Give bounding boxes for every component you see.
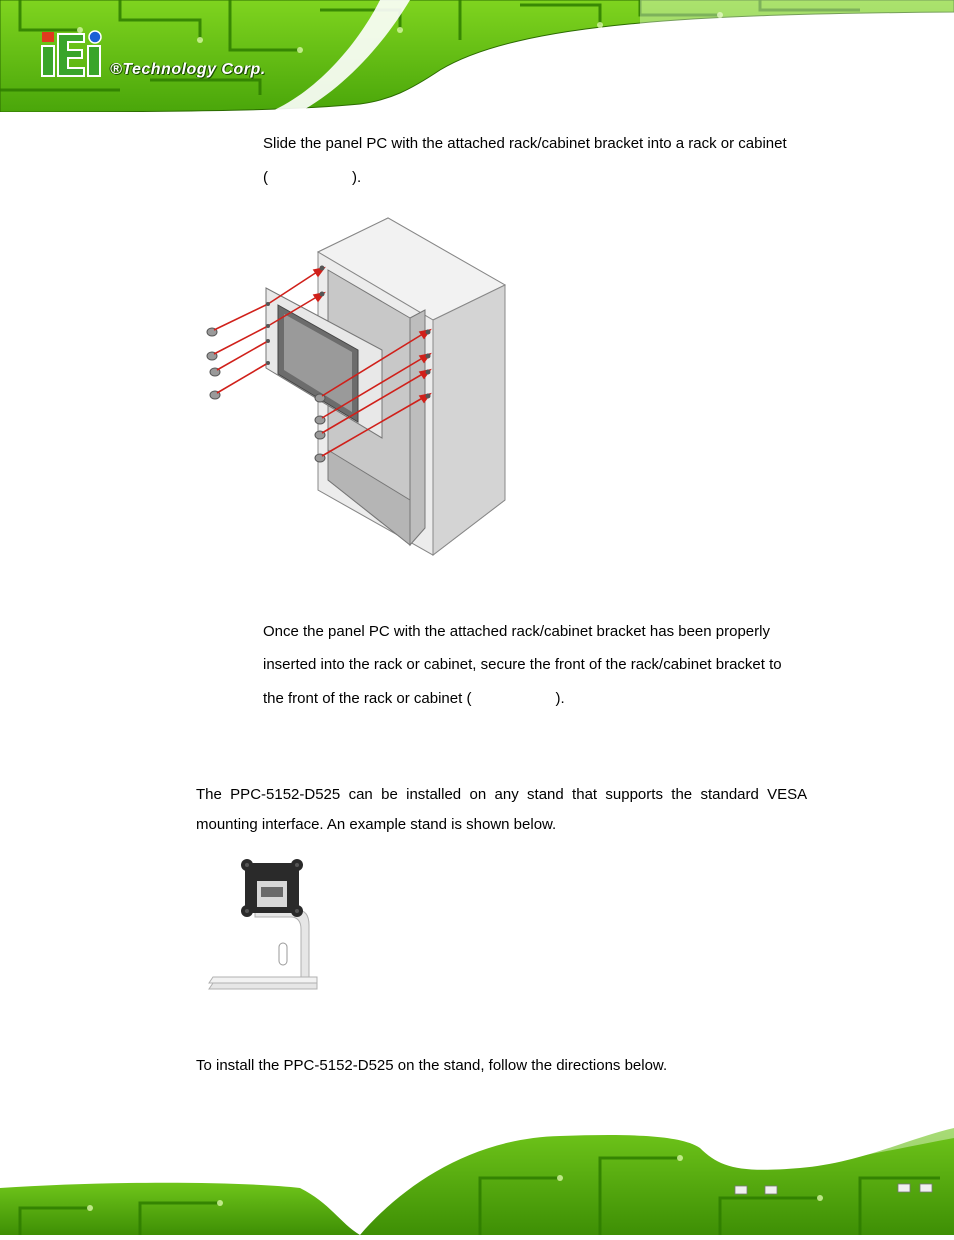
iei-logo bbox=[40, 30, 110, 80]
page-header bbox=[0, 0, 954, 112]
open-paren: ( bbox=[263, 169, 268, 186]
step-secure-line2: inserted into the rack or cabinet, secure the front of the rack/cabinet bracket to bbox=[263, 656, 782, 673]
step-slide-line1: Slide the panel PC with the attached rack/cabinet bracket into a rack or cabinet bbox=[263, 135, 787, 152]
pcb-header-banner bbox=[0, 0, 954, 112]
step-secure-line3-end: ). bbox=[555, 690, 565, 707]
vesa-stand-figure bbox=[205, 855, 325, 995]
step-slide-line2 bbox=[263, 169, 361, 186]
page-footer bbox=[0, 1128, 954, 1235]
step-secure-line3-start: the front of the rack or cabinet ( bbox=[263, 690, 472, 707]
pcb-footer-banner bbox=[0, 1128, 954, 1235]
stand-intro-line2: mounting interface. An example stand is shown below. bbox=[196, 816, 557, 833]
close-paren: ). bbox=[352, 169, 362, 186]
stand-intro-line1: The PPC-5152-D525 can be installed on any stand that supports the standard VESA bbox=[196, 786, 808, 803]
step-secure-line1: Once the panel PC with the attached rack/cabinet bracket has been properly bbox=[263, 623, 770, 640]
step-secure-line3 bbox=[263, 690, 565, 707]
stand-directions: To install the PPC-5152-D525 on the stand, follow the directions below. bbox=[196, 1057, 668, 1074]
rack-installation-figure bbox=[200, 210, 520, 560]
company-name: ®Technology Corp. bbox=[110, 61, 266, 78]
